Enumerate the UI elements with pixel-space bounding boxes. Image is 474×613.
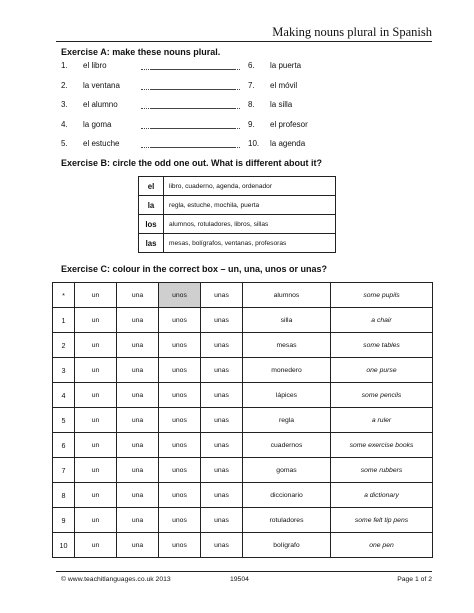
spanish-noun-cell: lápices <box>243 383 331 408</box>
choice-una-cell[interactable]: una <box>117 283 159 308</box>
choice-unas-cell[interactable]: unas <box>201 483 243 508</box>
word-list-cell[interactable]: regla, estuche, mochila, puerta <box>164 196 336 215</box>
exercise-a-item <box>248 60 474 72</box>
english-meaning-cell: some pencils <box>331 383 433 408</box>
answer-line[interactable] <box>150 147 240 148</box>
exercise-b-row <box>139 196 336 215</box>
spanish-noun-cell: diccionario <box>243 483 331 508</box>
choice-una-cell[interactable]: una <box>117 508 159 533</box>
item-noun: el profesor <box>270 119 308 129</box>
spanish-noun-cell: rotuladores <box>243 508 331 533</box>
item-number: 5. <box>61 139 68 148</box>
footer-code: 19504 <box>230 576 249 583</box>
row-number: 9 <box>53 508 75 533</box>
choice-una-cell[interactable]: una <box>117 483 159 508</box>
spanish-noun-cell: cuadernos <box>243 433 331 458</box>
row-number: 10 <box>53 533 75 558</box>
exercise-a-item <box>248 80 474 92</box>
choice-un-cell[interactable]: un <box>75 383 117 408</box>
exercise-c-table <box>52 282 433 558</box>
choice-un-cell[interactable]: un <box>75 483 117 508</box>
choice-una-cell[interactable]: una <box>117 333 159 358</box>
spanish-noun-cell: mesas <box>243 333 331 358</box>
item-number: 2. <box>61 80 68 90</box>
choice-unas-cell[interactable]: unas <box>201 383 243 408</box>
english-meaning-cell: one purse <box>331 358 433 383</box>
item-number: 8. <box>248 100 255 109</box>
item-noun: el alumno <box>83 100 118 109</box>
exercise-c-row <box>53 408 433 433</box>
english-meaning-cell: some tables <box>331 333 433 358</box>
choice-un-cell[interactable]: un <box>75 283 117 308</box>
english-meaning-cell: a ruler <box>331 408 433 433</box>
item-noun: la puerta <box>270 61 302 70</box>
word-list-cell[interactable]: libro, cuaderno, agenda, ordenador <box>164 177 336 196</box>
row-number: * <box>53 283 75 308</box>
english-meaning-cell: some pupils <box>331 283 433 308</box>
item-number: 7. <box>248 80 255 90</box>
exercise-b-row <box>139 177 336 196</box>
choice-unos-cell[interactable]: unos <box>159 533 201 558</box>
choice-un-cell[interactable]: un <box>75 533 117 558</box>
row-number: 6 <box>53 433 75 458</box>
row-number: 4 <box>53 383 75 408</box>
choice-unos-cell[interactable]: unos <box>159 308 201 333</box>
choice-unos-cell[interactable]: unos <box>159 458 201 483</box>
exercise-c-row <box>53 508 433 533</box>
footer-divider <box>56 571 432 572</box>
exercise-b-heading: Exercise B: circle the odd one out. What is different about it? <box>61 158 323 168</box>
exercise-c-row <box>53 358 433 383</box>
choice-unos-cell[interactable]: unos <box>159 433 201 458</box>
article-cell: la <box>139 196 164 215</box>
row-number: 5 <box>53 408 75 433</box>
word-list-cell[interactable]: mesas, bolígrafos, ventanas, profesoras <box>164 234 336 253</box>
english-meaning-cell: a dictionary <box>331 483 433 508</box>
item-noun: el libro <box>83 61 107 70</box>
spanish-noun-cell: gomas <box>243 458 331 483</box>
item-number: 9. <box>248 119 255 129</box>
footer-copyright: © www.teachitlanguages.co.uk 2013 <box>61 576 171 583</box>
article-cell: el <box>139 177 164 196</box>
exercise-c-row <box>53 383 433 408</box>
page-title: Making nouns plural in Spanish <box>272 25 432 39</box>
exercise-c-row <box>53 483 433 508</box>
choice-unos-cell[interactable]: unos <box>159 408 201 433</box>
choice-unas-cell[interactable]: unas <box>201 333 243 358</box>
choice-unos-cell[interactable]: unos <box>159 383 201 408</box>
spanish-noun-cell: monedero <box>243 358 331 383</box>
choice-un-cell[interactable]: un <box>75 508 117 533</box>
exercise-b-table <box>138 176 336 253</box>
choice-un-cell[interactable]: un <box>75 333 117 358</box>
row-number: 2 <box>53 333 75 358</box>
spanish-noun-cell: bolígrafo <box>243 533 331 558</box>
row-number: 3 <box>53 358 75 383</box>
choice-unos-cell[interactable]: unos <box>159 483 201 508</box>
english-meaning-cell: some felt tip pens <box>331 508 433 533</box>
answer-line[interactable] <box>150 108 240 109</box>
item-noun: la silla <box>270 100 293 109</box>
item-noun: el estuche <box>83 139 120 148</box>
choice-un-cell[interactable]: un <box>75 308 117 333</box>
choice-unos-cell[interactable]: unos <box>159 508 201 533</box>
choice-una-cell[interactable]: una <box>117 383 159 408</box>
choice-unos-cell[interactable]: unos <box>159 358 201 383</box>
exercise-c-row <box>53 308 433 333</box>
exercise-c-row <box>53 458 433 483</box>
item-noun: el móvil <box>270 80 298 90</box>
spanish-noun-cell: silla <box>243 308 331 333</box>
exercise-c-heading: Exercise C: colour in the correct box – un, una, unos or unas? <box>61 264 328 274</box>
choice-una-cell[interactable]: una <box>117 308 159 333</box>
item-number: 3. <box>61 100 68 109</box>
english-meaning-cell: some exercise books <box>331 433 433 458</box>
row-number: 1 <box>53 308 75 333</box>
choice-unas-cell[interactable]: unas <box>201 408 243 433</box>
choice-un-cell[interactable]: un <box>75 358 117 383</box>
item-number: 6. <box>248 61 255 70</box>
choice-unas-cell[interactable]: unas <box>201 358 243 383</box>
exercise-c-row <box>53 333 433 358</box>
choice-unas-cell[interactable]: unas <box>201 458 243 483</box>
item-number: 1. <box>61 61 68 70</box>
item-noun: la goma <box>83 119 112 129</box>
spanish-noun-cell: alumnos <box>243 283 331 308</box>
choice-unas-cell[interactable]: unas <box>201 433 243 458</box>
english-meaning-cell: one pen <box>331 533 433 558</box>
exercise-a-item <box>248 99 474 111</box>
item-noun: la ventana <box>83 80 120 90</box>
choice-unas-cell[interactable]: unas <box>201 533 243 558</box>
choice-unos-cell[interactable]: unos <box>159 333 201 358</box>
choice-unas-cell[interactable]: unas <box>201 283 243 308</box>
item-noun: la agenda <box>270 139 306 148</box>
exercise-c-row <box>53 533 433 558</box>
exercise-b-row <box>139 234 336 253</box>
exercise-a-item <box>248 138 474 150</box>
header-divider <box>56 41 432 42</box>
choice-un-cell[interactable]: un <box>75 408 117 433</box>
item-number: 4. <box>61 119 68 129</box>
choice-una-cell[interactable]: una <box>117 408 159 433</box>
answer-line[interactable] <box>150 69 240 70</box>
choice-una-cell[interactable]: una <box>117 358 159 383</box>
footer-page-number: Page 1 of 2 <box>397 576 432 583</box>
choice-un-cell[interactable]: un <box>75 458 117 483</box>
choice-una-cell[interactable]: una <box>117 433 159 458</box>
english-meaning-cell: some rubbers <box>331 458 433 483</box>
exercise-c-row <box>53 283 433 308</box>
choice-una-cell[interactable]: una <box>117 458 159 483</box>
spanish-noun-cell: regla <box>243 408 331 433</box>
row-number: 7 <box>53 458 75 483</box>
choice-unas-cell[interactable]: unas <box>201 308 243 333</box>
choice-un-cell[interactable]: un <box>75 433 117 458</box>
article-cell: los <box>139 215 164 234</box>
english-meaning-cell: a chair <box>331 308 433 333</box>
article-cell: las <box>139 234 164 253</box>
choice-unas-cell[interactable]: unas <box>201 508 243 533</box>
row-number: 8 <box>53 483 75 508</box>
exercise-a-heading: Exercise A: make these nouns plural. <box>61 47 221 57</box>
exercise-b-row <box>139 215 336 234</box>
choice-una-cell[interactable]: una <box>117 533 159 558</box>
item-number: 10. <box>248 139 260 148</box>
exercise-c-row <box>53 433 433 458</box>
exercise-a-item <box>248 119 474 131</box>
choice-unos-cell[interactable]: unos <box>159 283 201 308</box>
answer-line[interactable] <box>150 89 240 90</box>
word-list-cell[interactable]: alumnos, rotuladores, libros, sillas <box>164 215 336 234</box>
answer-line[interactable] <box>150 128 240 129</box>
